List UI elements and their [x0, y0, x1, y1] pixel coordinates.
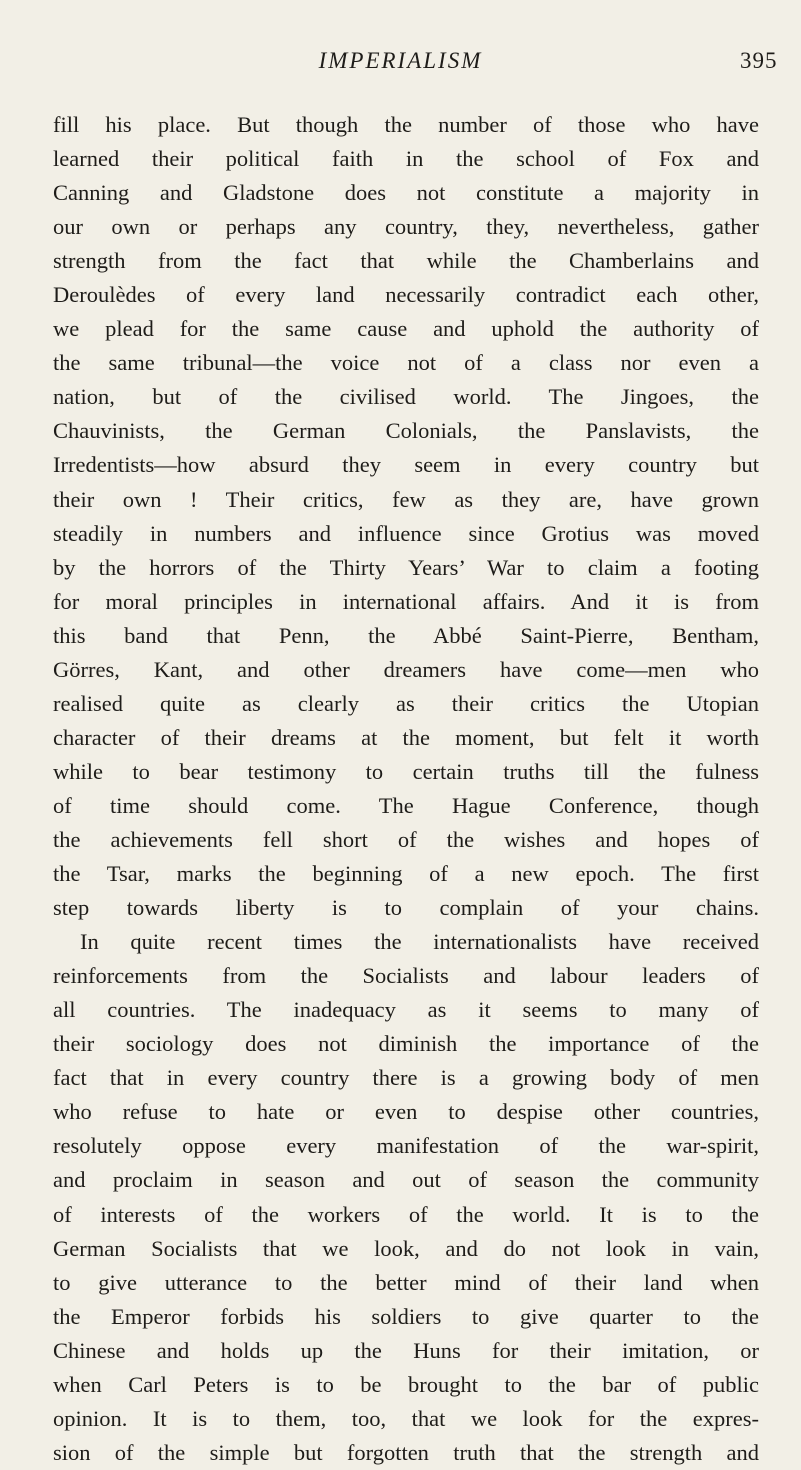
text-line: Görres, Kant, and other dreamers have come—men who: [53, 656, 759, 682]
text-line: of time should come. The Hague Conference, though: [53, 792, 759, 818]
text-line: and proclaim in season and out of season the community: [53, 1167, 759, 1193]
text-line: the achievements fell short of the wishes and hopes of: [53, 826, 759, 852]
text-line: our own or perhaps any country, they, nevertheless, gather: [53, 214, 759, 240]
running-head: [0, 42, 801, 82]
text-line: when Carl Peters is to be brought to the bar of public: [53, 1371, 759, 1397]
text-line: Chauvinists, the German Colonials, the Panslavists, the: [53, 418, 759, 444]
text-line: while to bear testimony to certain truths till the fulness: [53, 758, 759, 784]
text-line: German Socialists that we look, and do not look in vain,: [53, 1235, 759, 1261]
text-line: who refuse to hate or even to despise other countries,: [53, 1099, 759, 1125]
text-line: fill his place. But though the number of those who have: [53, 112, 759, 137]
text-line: of interests of the workers of the world. It is to the: [53, 1201, 759, 1227]
text-line: fact that in every country there is a growing body of men: [53, 1065, 759, 1091]
text-line: the Tsar, marks the beginning of a new epoch. The first: [53, 861, 759, 887]
text-line: this band that Penn, the Abbé Saint-Pierre, Bentham,: [53, 622, 759, 648]
text-line: step towards liberty is to complain of your chains.: [53, 895, 759, 921]
text-line: resolutely oppose every manifestation of the war-spirit,: [53, 1133, 759, 1159]
text-line: Chinese and holds up the Huns for their imitation, or: [53, 1337, 759, 1363]
text-line: all countries. The inadequacy as it seems to many of: [53, 997, 759, 1023]
text-line: realised quite as clearly as their critics the Utopian: [53, 690, 759, 716]
text-line: learned their political faith in the school of Fox and: [53, 146, 759, 172]
text-line: strength from the fact that while the Chamberlains and: [53, 248, 759, 274]
paragraph: [53, 108, 759, 925]
text-line: character of their dreams at the moment, but felt it worth: [53, 724, 759, 750]
text-line: opinion. It is to them, too, that we look for the expres-: [53, 1405, 759, 1431]
text-line: reinforcements from the Socialists and labour leaders of: [53, 963, 759, 989]
text-line: In quite recent times the internationalists have received: [80, 929, 759, 955]
text-line: steadily in numbers and influence since Grotius was moved: [53, 520, 759, 546]
text-line: sion of the simple but forgotten truth that the strength and: [53, 1439, 759, 1465]
page-number: 395: [740, 48, 778, 73]
text-line: Deroulèdes of every land necessarily contradict each other,: [53, 282, 759, 308]
body-text: [53, 108, 759, 1470]
paragraph: [53, 925, 759, 1470]
text-line: their own ! Their critics, few as they are, have grown: [53, 486, 759, 512]
text-line: the same tribunal—the voice not of a class nor even a: [53, 350, 759, 376]
text-line: we plead for the same cause and uphold the authority of: [53, 316, 759, 342]
text-line: their sociology does not diminish the importance of the: [53, 1031, 759, 1057]
text-line: the Emperor forbids his soldiers to give quarter to the: [53, 1303, 759, 1329]
running-title: IMPERIALISM: [318, 48, 483, 73]
text-line: Irredentists—how absurd they seem in every country but: [53, 452, 759, 478]
text-line: to give utterance to the better mind of their land when: [53, 1269, 759, 1295]
text-line: for moral principles in international affairs. And it is from: [53, 588, 759, 614]
text-line: nation, but of the civilised world. The Jingoes, the: [53, 384, 759, 410]
text-line: Canning and Gladstone does not constitute a majority in: [53, 180, 759, 206]
text-line: by the horrors of the Thirty Years’ War to claim a footing: [53, 554, 759, 580]
